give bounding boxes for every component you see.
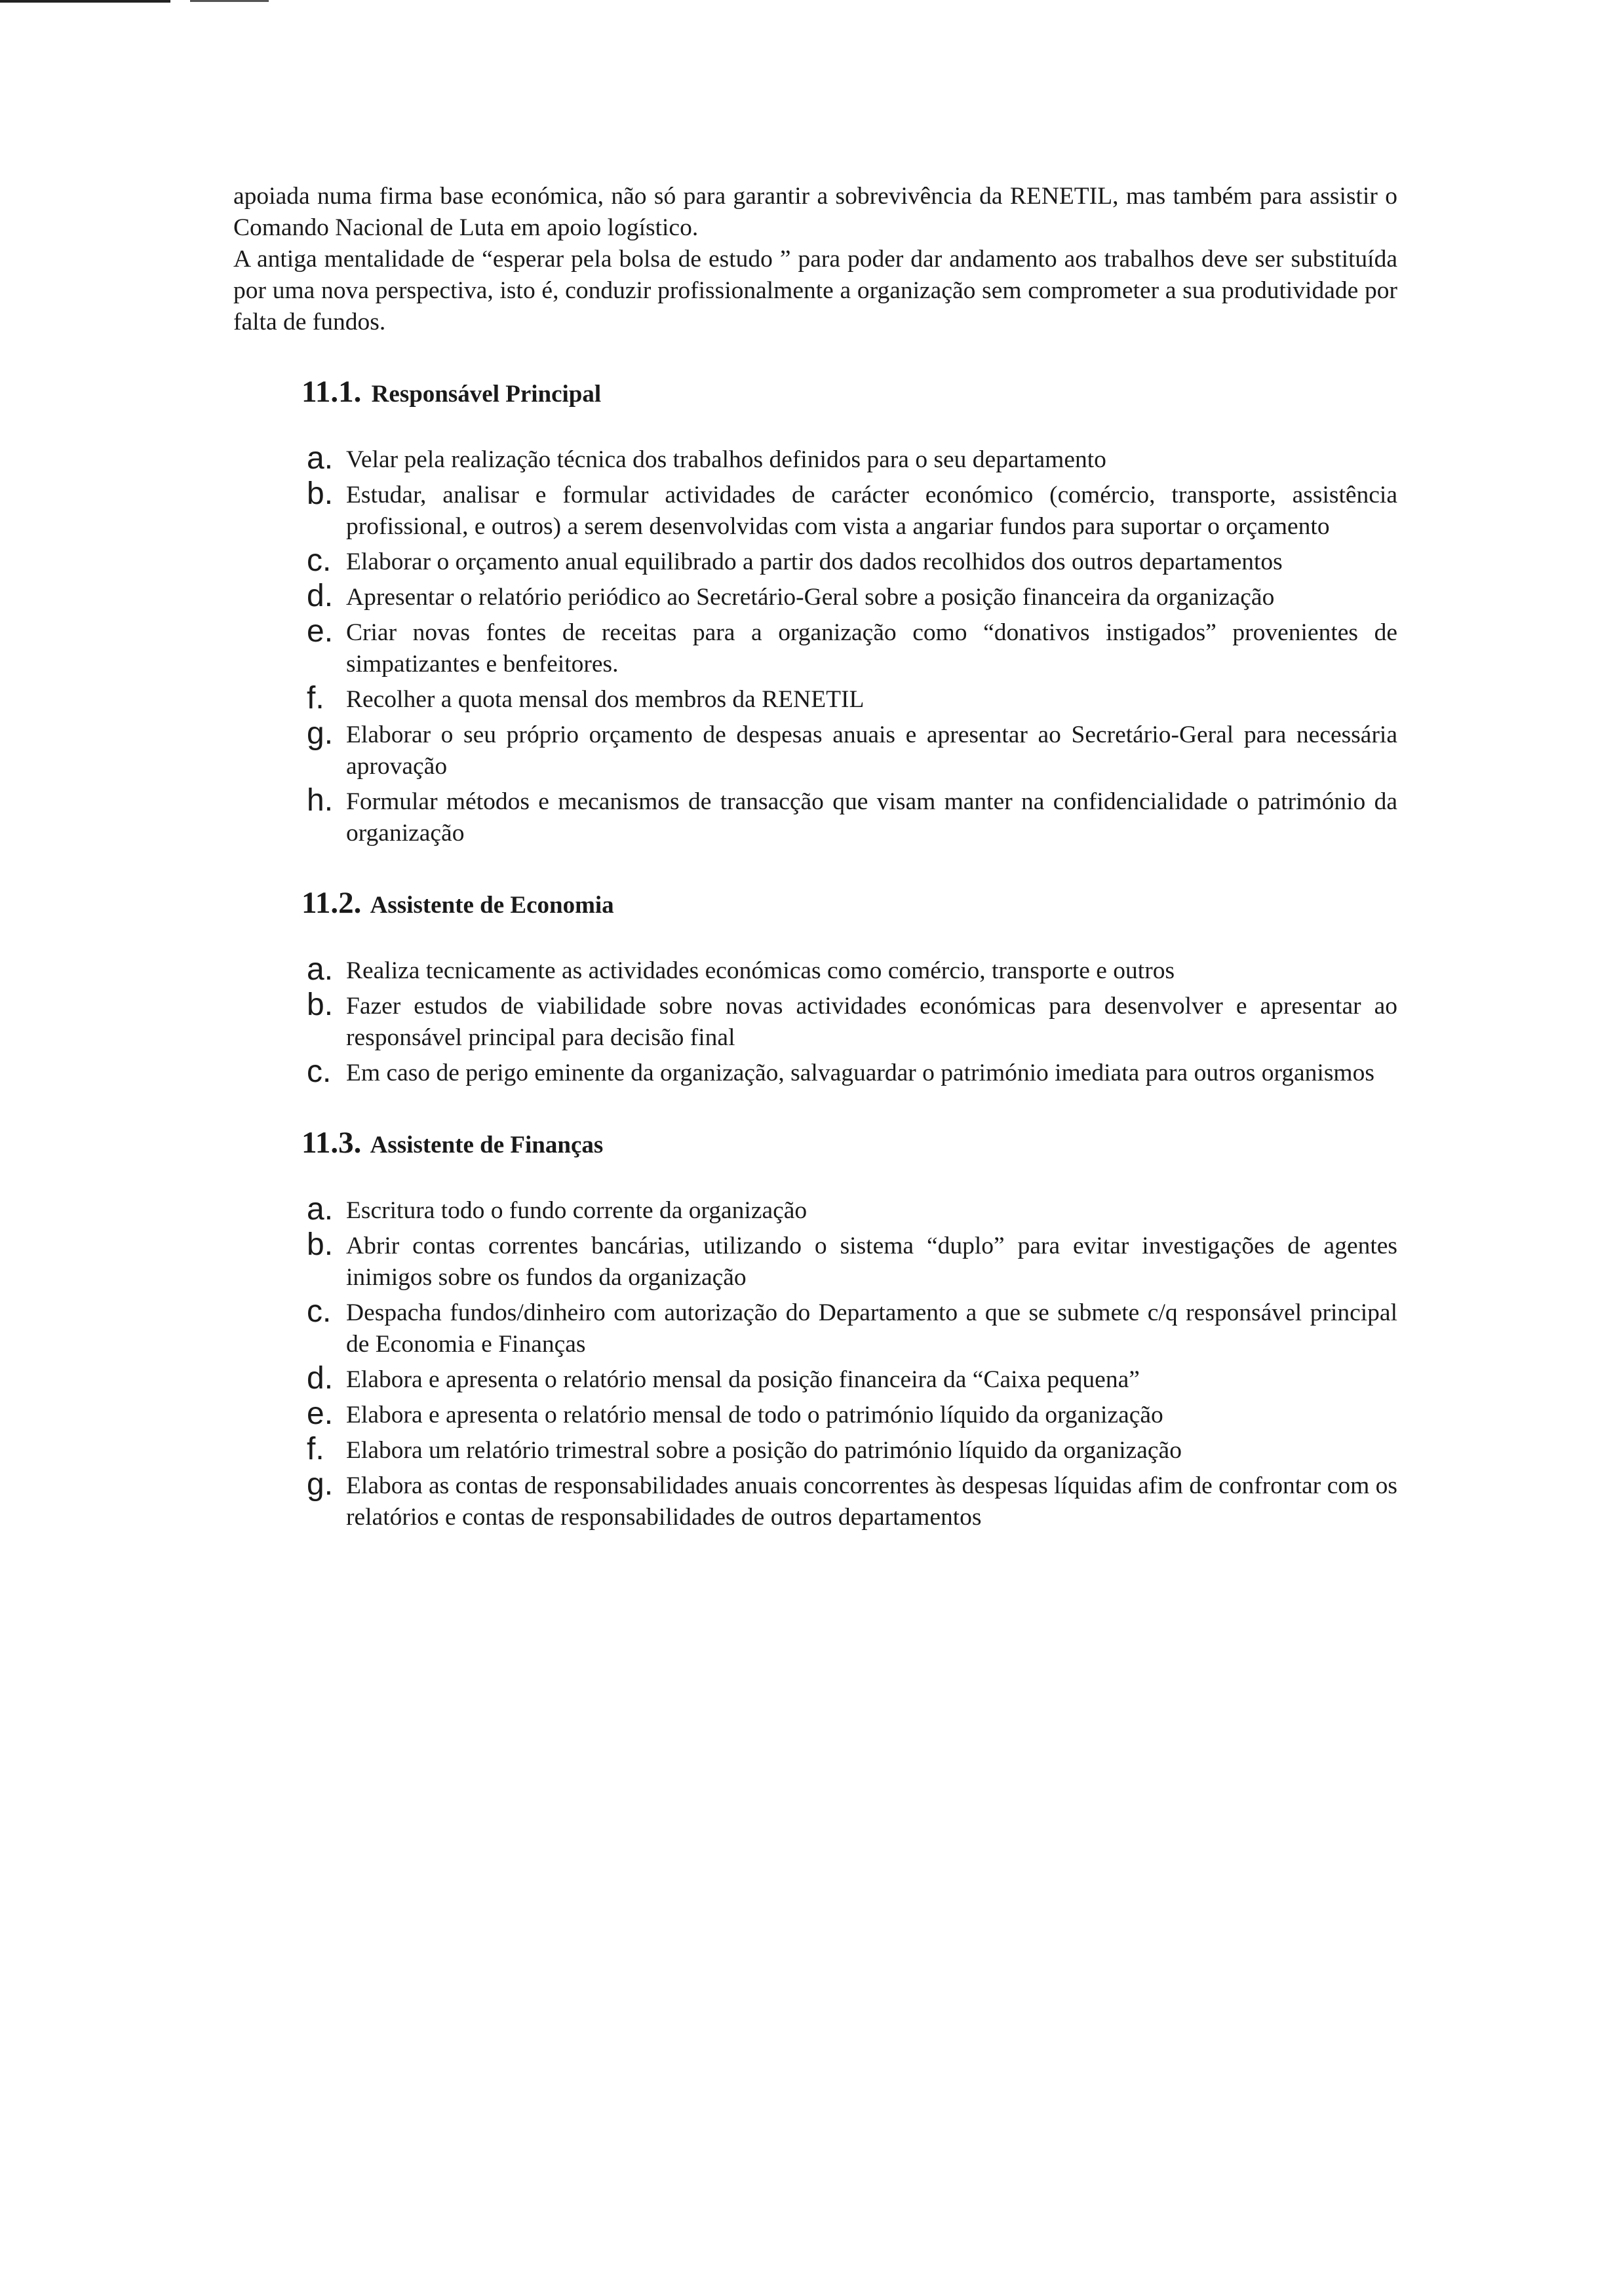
section-number: 11.1.	[302, 375, 362, 409]
list-item	[233, 1361, 1397, 1396]
item-marker: h.	[307, 783, 334, 818]
list-item	[233, 1432, 1397, 1466]
intro-paragraph: apoiada numa firma base económica, não só para garantir a sobrevivência da RENETIL, mas também para assistir o Comando Nacional de Luta em apoio logístico.	[233, 183, 1397, 241]
item-text: Em caso de perigo eminente da organização, salvaguardar o património imediata para outros organismos	[346, 1060, 1374, 1086]
section-heading	[302, 376, 1397, 410]
item-text: Velar pela realização técnica dos trabalhos definidos para o seu departamento	[346, 446, 1106, 473]
section-assistente-financas	[233, 1127, 1397, 1533]
list-item	[233, 441, 1397, 476]
item-marker: d.	[307, 579, 334, 613]
item-text: Elabora as contas de responsabilidades anuais concorrentes às despesas líquidas afim de confrontar com os relatórios e contas de responsabilidades de outros departamentos	[346, 1472, 1397, 1531]
list-item	[233, 1294, 1397, 1360]
section-number: 11.2.	[302, 886, 362, 920]
item-text: Elaborar o orçamento anual equilibrado a partir dos dados recolhidos dos outros departamentos	[346, 548, 1283, 575]
item-text: Apresentar o relatório periódico ao Secretário-Geral sobre a posição financeira da organização	[346, 584, 1275, 611]
item-marker: a.	[307, 441, 334, 476]
item-marker: f.	[307, 681, 324, 716]
item-marker: c.	[307, 1294, 332, 1329]
item-text: Abrir contas correntes bancárias, utilizando o sistema “duplo” para evitar investigações de agentes inimigos sobre os fundos da organização	[346, 1233, 1397, 1291]
section-title: Assistente de Economia	[370, 892, 614, 919]
list-item	[233, 1192, 1397, 1227]
item-marker: d.	[307, 1361, 334, 1396]
item-marker: f.	[307, 1432, 324, 1466]
list-item	[233, 952, 1397, 987]
item-marker: c.	[307, 1054, 332, 1089]
list-item	[233, 987, 1397, 1054]
item-marker: e.	[307, 614, 334, 649]
list-item	[233, 543, 1397, 578]
list-item	[233, 1467, 1397, 1533]
item-list	[233, 1192, 1397, 1533]
item-text: Estudar, analisar e formular actividades de carácter económico (comércio, transporte, assistência profissional, e outros) a serem desenvolvidas com vista a angariar fundos para suportar o orçamento	[346, 482, 1397, 540]
item-text: Despacha fundos/dinheiro com autorização do Departamento a que se submete c/q responsável principal de Economia e Finanças	[346, 1299, 1397, 1358]
item-text: Escritura todo o fundo corrente da organização	[346, 1197, 808, 1224]
section-heading	[302, 1127, 1397, 1161]
item-text: Formular métodos e mecanismos de transacção que visam manter na confidencialidade o património da organização	[346, 788, 1397, 847]
list-item	[233, 783, 1397, 849]
item-list	[233, 952, 1397, 1089]
section-responsavel-principal	[233, 376, 1397, 849]
list-item	[233, 681, 1397, 716]
section-title: Assistente de Finanças	[370, 1132, 604, 1158]
section-heading	[302, 887, 1397, 921]
intro-paragraph: A antiga mentalidade de “esperar pela bolsa de estudo ” para poder dar andamento aos trabalhos deve ser substituída por uma nova perspectiva, isto é, conduzir profissionalmente a organização sem comprometer a sua produtividade por falta de fundos.	[233, 246, 1397, 335]
document-page	[233, 181, 1397, 1537]
item-marker: e.	[307, 1396, 334, 1431]
item-text: Elabora e apresenta o relatório mensal da posição financeira da “Caixa pequena”	[346, 1366, 1140, 1393]
item-text: Realiza tecnicamente as actividades económicas como comércio, transporte e outros	[346, 957, 1175, 984]
item-text: Elaborar o seu próprio orçamento de despesas anuais e apresentar ao Secretário-Geral para necessária aprovação	[346, 721, 1397, 780]
item-marker: g.	[307, 1467, 334, 1502]
section-number: 11.3.	[302, 1126, 362, 1160]
item-marker: b.	[307, 987, 334, 1022]
item-text: Elabora um relatório trimestral sobre a posição do património líquido da organização	[346, 1437, 1182, 1464]
list-item	[233, 1227, 1397, 1293]
list-item	[233, 476, 1397, 543]
item-text: Elabora e apresenta o relatório mensal de todo o património líquido da organização	[346, 1402, 1163, 1428]
item-list	[233, 441, 1397, 849]
item-marker: b.	[307, 476, 334, 511]
item-marker: a.	[307, 1192, 334, 1227]
item-marker: g.	[307, 716, 334, 751]
list-item	[233, 579, 1397, 613]
list-item	[233, 716, 1397, 782]
list-item	[233, 1054, 1397, 1089]
scan-edge-mark	[0, 0, 170, 3]
item-text: Criar novas fontes de receitas para a organização como “donativos instigados” provenientes de simpatizantes e benfeitores.	[346, 619, 1397, 678]
section-title: Responsável Principal	[371, 381, 602, 408]
item-marker: b.	[307, 1227, 334, 1262]
list-item	[233, 614, 1397, 680]
item-text: Fazer estudos de viabilidade sobre novas actividades económicas para desenvolver e apresentar ao responsável principal para decisão final	[346, 993, 1397, 1051]
list-item	[233, 1396, 1397, 1431]
item-marker: a.	[307, 952, 334, 987]
item-text: Recolher a quota mensal dos membros da RENETIL	[346, 686, 865, 713]
section-assistente-economia	[233, 887, 1397, 1089]
item-marker: c.	[307, 543, 332, 578]
scan-edge-mark	[190, 0, 269, 2]
